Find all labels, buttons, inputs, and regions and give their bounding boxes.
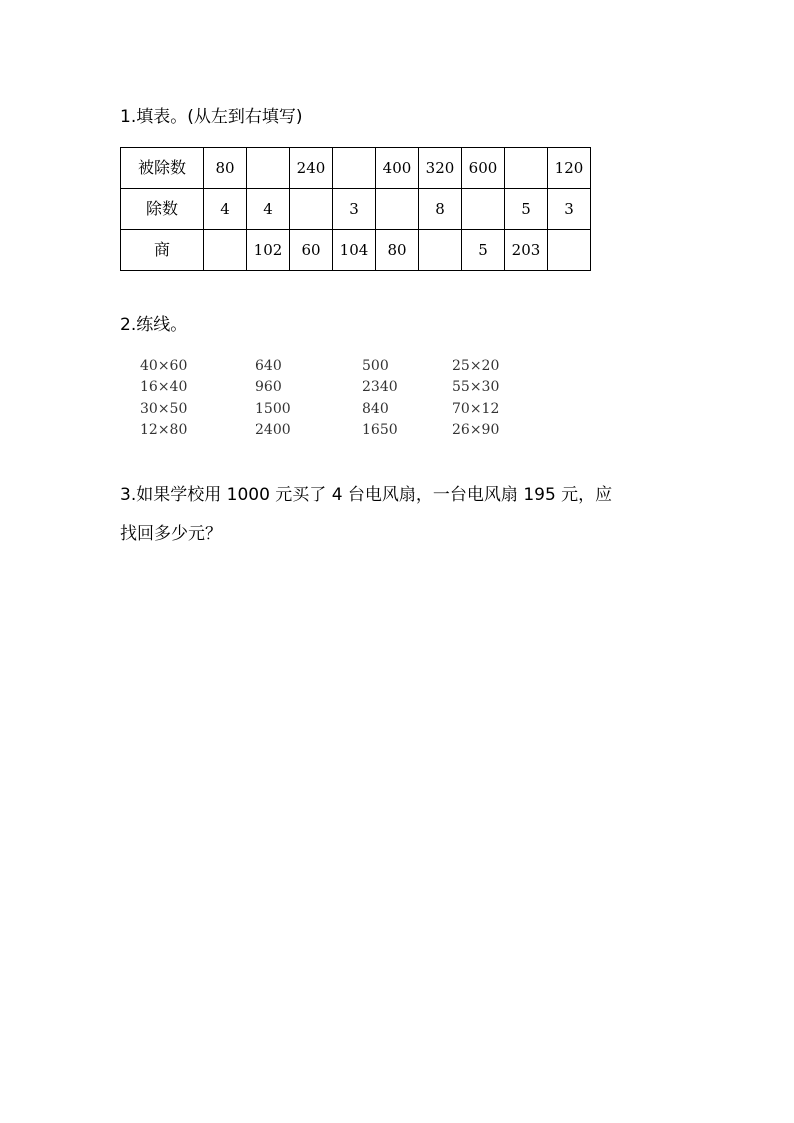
table-cell[interactable] bbox=[462, 189, 505, 230]
match-item[interactable]: 1650 bbox=[362, 422, 398, 438]
table-cell[interactable] bbox=[247, 148, 290, 189]
question-1-title: 1.填表。(从左到右填写) bbox=[120, 107, 303, 127]
row-header: 被除数 bbox=[121, 148, 204, 189]
match-item[interactable]: 70×12 bbox=[452, 401, 500, 417]
match-item[interactable]: 25×20 bbox=[452, 358, 500, 374]
table-cell[interactable] bbox=[333, 148, 376, 189]
table-row bbox=[121, 189, 591, 230]
table-row bbox=[121, 230, 591, 271]
table-cell[interactable] bbox=[419, 230, 462, 271]
row-header: 除数 bbox=[121, 189, 204, 230]
table-cell: 320 bbox=[419, 148, 462, 189]
row-header: 商 bbox=[121, 230, 204, 271]
table-cell: 203 bbox=[505, 230, 548, 271]
match-item[interactable]: 16×40 bbox=[140, 379, 188, 395]
table-cell: 3 bbox=[333, 189, 376, 230]
table-cell: 600 bbox=[462, 148, 505, 189]
table-cell[interactable] bbox=[204, 230, 247, 271]
match-item[interactable]: 26×90 bbox=[452, 422, 500, 438]
table-cell: 8 bbox=[419, 189, 462, 230]
match-item[interactable]: 1500 bbox=[255, 401, 291, 417]
division-fill-table bbox=[120, 147, 591, 271]
table-cell: 5 bbox=[505, 189, 548, 230]
table-cell: 4 bbox=[204, 189, 247, 230]
match-item[interactable]: 30×50 bbox=[140, 401, 188, 417]
table-cell: 104 bbox=[333, 230, 376, 271]
table-cell[interactable] bbox=[505, 148, 548, 189]
match-item[interactable]: 960 bbox=[255, 379, 282, 395]
table-cell: 5 bbox=[462, 230, 505, 271]
table-cell: 102 bbox=[247, 230, 290, 271]
match-item[interactable]: 640 bbox=[255, 358, 282, 374]
table-cell[interactable] bbox=[290, 189, 333, 230]
match-item[interactable]: 2340 bbox=[362, 379, 398, 395]
match-item[interactable]: 40×60 bbox=[140, 358, 188, 374]
table-cell: 400 bbox=[376, 148, 419, 189]
table-cell: 60 bbox=[290, 230, 333, 271]
table-cell: 80 bbox=[376, 230, 419, 271]
match-item[interactable]: 12×80 bbox=[140, 422, 188, 438]
table-cell: 4 bbox=[247, 189, 290, 230]
table-cell: 240 bbox=[290, 148, 333, 189]
question-2-title: 2.练线。 bbox=[120, 315, 188, 335]
table-row bbox=[121, 148, 591, 189]
table-cell[interactable] bbox=[548, 230, 591, 271]
question-3-text-line-2: 找回多少元？ bbox=[120, 524, 222, 544]
table-cell[interactable] bbox=[376, 189, 419, 230]
match-item[interactable]: 55×30 bbox=[452, 379, 500, 395]
match-item[interactable]: 500 bbox=[362, 358, 389, 374]
table-cell: 120 bbox=[548, 148, 591, 189]
match-item[interactable]: 2400 bbox=[255, 422, 291, 438]
table-cell: 80 bbox=[204, 148, 247, 189]
question-3-text-line-1: 3.如果学校用 1000 元买了 4 台电风扇，一台电风扇 195 元，应 bbox=[120, 485, 613, 505]
table-cell: 3 bbox=[548, 189, 591, 230]
match-item[interactable]: 840 bbox=[362, 401, 389, 417]
